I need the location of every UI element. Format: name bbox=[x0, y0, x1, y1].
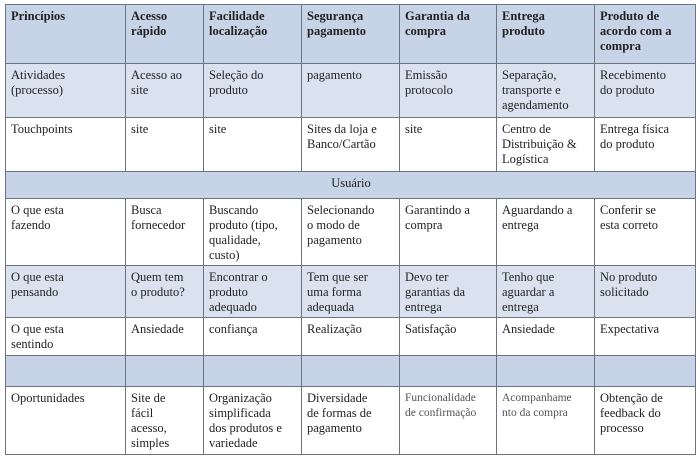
table-cell: Funcionalidade de confirmação bbox=[400, 387, 497, 455]
table-cell: Sites da loja e Banco/Cartão bbox=[302, 118, 400, 172]
table-cell: Garantindo a compra bbox=[400, 199, 497, 266]
table-cell: site bbox=[400, 118, 497, 172]
table-row-opportunities bbox=[6, 387, 696, 455]
table-cell: Satisfação bbox=[400, 318, 497, 356]
table-row-touchpoints bbox=[6, 118, 696, 172]
table-cell bbox=[204, 356, 302, 387]
table-cell: Separação, transporte e agendamento bbox=[497, 64, 595, 118]
row-label: Oportunidades bbox=[6, 387, 126, 455]
table-cell bbox=[497, 356, 595, 387]
header-cell: Produto de acordo com a compra bbox=[595, 5, 696, 64]
table-cell: Recebimento do produto bbox=[595, 64, 696, 118]
table-cell: Diversidade de formas de pagamento bbox=[302, 387, 400, 455]
table-cell: confiança bbox=[204, 318, 302, 356]
header-cell: Acesso rápido bbox=[126, 5, 204, 64]
table-cell: Entrega física do produto bbox=[595, 118, 696, 172]
table-row-doing bbox=[6, 199, 696, 266]
table-cell: pagamento bbox=[302, 64, 400, 118]
table-cell: Seleção do produto bbox=[204, 64, 302, 118]
row-label: O que esta sentindo bbox=[6, 318, 126, 356]
table-cell: Devo ter garantias da entrega bbox=[400, 266, 497, 318]
table-cell: Realização bbox=[302, 318, 400, 356]
blank-row bbox=[6, 356, 696, 387]
table-cell: Ansiedade bbox=[497, 318, 595, 356]
table-cell: Expectativa bbox=[595, 318, 696, 356]
header-row bbox=[6, 5, 696, 64]
table-cell: Aguardando a entrega bbox=[497, 199, 595, 266]
table-row-activities bbox=[6, 64, 696, 118]
row-label: O que esta fazendo bbox=[6, 199, 126, 266]
table-cell: site bbox=[126, 118, 204, 172]
row-label: Atividades (processo) bbox=[6, 64, 126, 118]
table-cell bbox=[400, 356, 497, 387]
header-cell: Facilidade localização bbox=[204, 5, 302, 64]
table-cell: Tem que ser uma forma adequada bbox=[302, 266, 400, 318]
table-cell: Conferir se esta correto bbox=[595, 199, 696, 266]
table-row-feeling bbox=[6, 318, 696, 356]
table-cell: Ansiedade bbox=[126, 318, 204, 356]
section-label: Usuário bbox=[6, 172, 696, 199]
table-cell: Obtenção de feedback do processo bbox=[595, 387, 696, 455]
table-cell bbox=[6, 356, 126, 387]
row-label: Touchpoints bbox=[6, 118, 126, 172]
table-cell: Acesso ao site bbox=[126, 64, 204, 118]
table-cell: Quem tem o produto? bbox=[126, 266, 204, 318]
table-cell: No produto solicitado bbox=[595, 266, 696, 318]
header-cell: Garantia da compra bbox=[400, 5, 497, 64]
table-row-thinking bbox=[6, 266, 696, 318]
table-cell: Buscando produto (tipo, qualidade, custo) bbox=[204, 199, 302, 266]
table-cell bbox=[302, 356, 400, 387]
header-cell: Entrega produto bbox=[497, 5, 595, 64]
table-cell: Emissão protocolo bbox=[400, 64, 497, 118]
table-cell: Encontrar o produto adequado bbox=[204, 266, 302, 318]
table-cell: Organização simplificada dos produtos e variedade bbox=[204, 387, 302, 455]
header-cell: Segurança pagamento bbox=[302, 5, 400, 64]
journey-map bbox=[5, 4, 695, 455]
table-cell: Site de fácil acesso, simples bbox=[126, 387, 204, 455]
table-cell bbox=[126, 356, 204, 387]
section-row-user bbox=[6, 172, 696, 199]
table-cell: Busca fornecedor bbox=[126, 199, 204, 266]
table-cell: Centro de Distribuição & Logística bbox=[497, 118, 595, 172]
table-cell bbox=[595, 356, 696, 387]
table-cell: site bbox=[204, 118, 302, 172]
row-label: O que esta pensando bbox=[6, 266, 126, 318]
table-cell: Acompanhame nto da compra bbox=[497, 387, 595, 455]
table-cell: Selecionando o modo de pagamento bbox=[302, 199, 400, 266]
table-cell: Tenho que aguardar a entrega bbox=[497, 266, 595, 318]
header-cell: Princípios bbox=[6, 5, 126, 64]
journey-table bbox=[5, 4, 696, 455]
